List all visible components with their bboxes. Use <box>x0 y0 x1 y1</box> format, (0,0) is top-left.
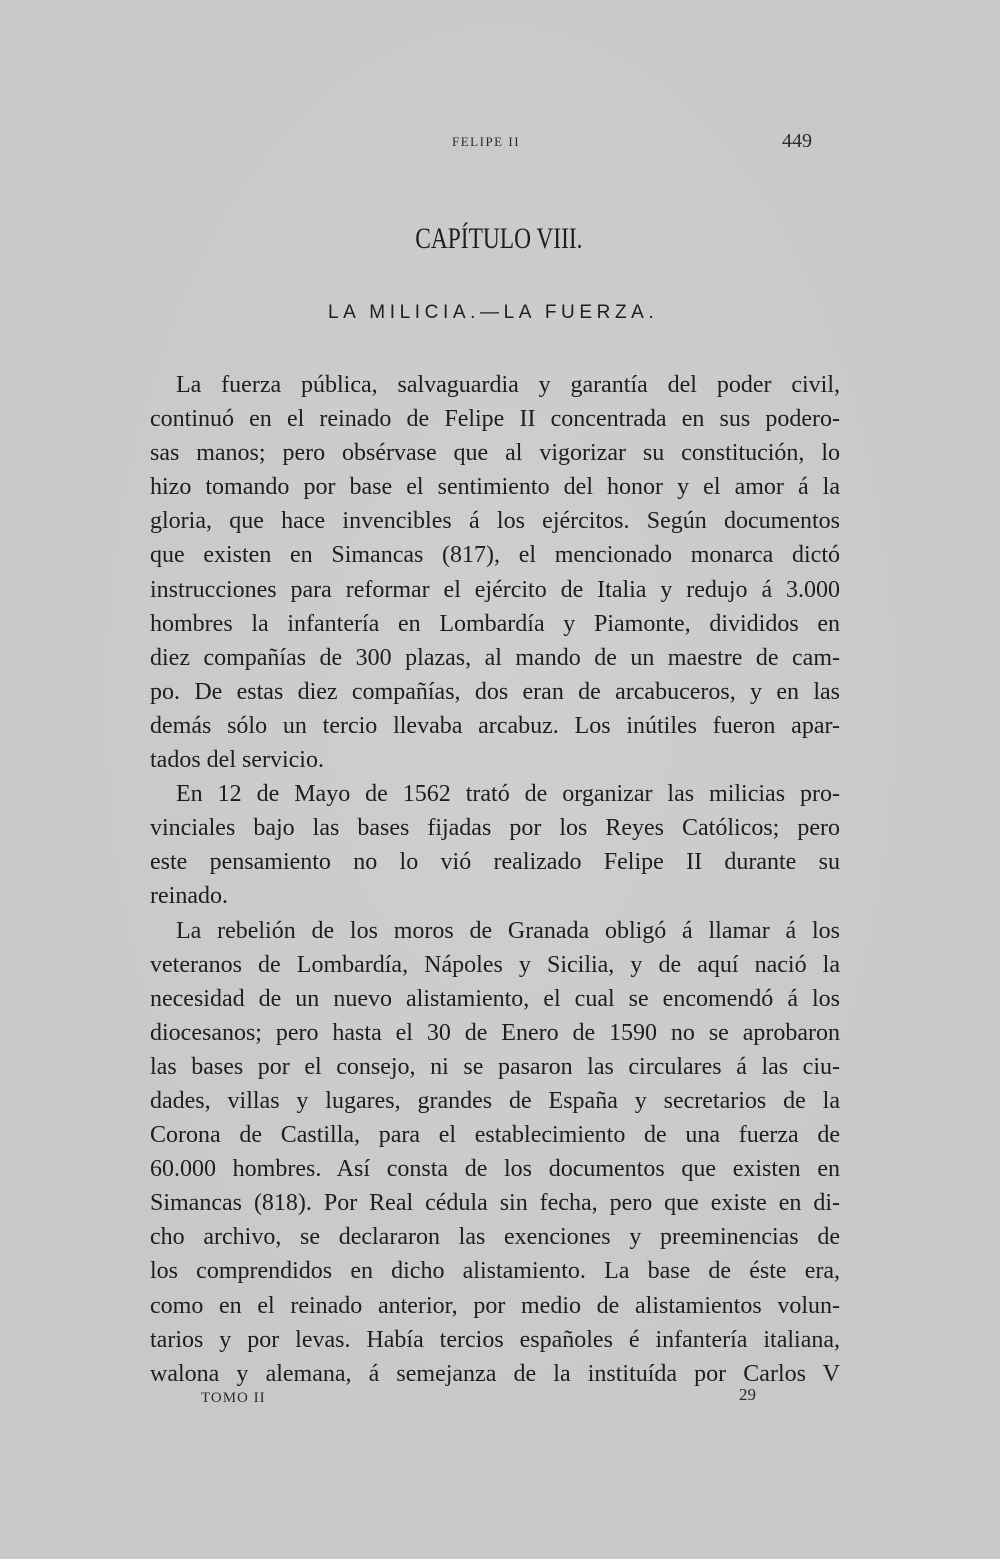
text-line: La fuerza pública, salvaguardia y garantía del poder civil, <box>176 372 840 398</box>
text-line: En 12 de Mayo de 1562 trató de organizar las milicias pro- <box>176 781 840 808</box>
text-line: los comprendidos en dicho alistamiento. La base de éste era, <box>150 1258 840 1285</box>
text-line: como en el reinado anterior, por medio de alistamientos volun- <box>150 1292 840 1319</box>
text-line: diocesanos; pero hasta el 30 de Enero de 1590 no se aprobaron <box>150 1019 840 1046</box>
text-line: tados del servicio. <box>150 747 324 774</box>
running-title: FELIPE II <box>452 134 521 149</box>
text-line: tarios y por levas. Había tercios españoles é infantería italiana, <box>150 1326 840 1353</box>
page-number: 449 <box>782 130 812 152</box>
text-line: Simancas (818). Por Real cédula sin fecha, pero que existe en di- <box>150 1190 840 1217</box>
text-line: continuó en el reinado de Felipe II concentrada en sus podero- <box>150 406 840 433</box>
text-line: demás sólo un tercio llevaba arcabuz. Los inútiles fueron apar- <box>150 712 840 739</box>
text-line: cho archivo, se declararon las exenciones y preeminencias de <box>150 1224 840 1251</box>
text-line: este pensamiento no lo vió realizado Felipe II durante su <box>150 849 840 876</box>
text-line: vinciales bajo las bases fijadas por los Reyes Católicos; pero <box>150 815 840 842</box>
text-line: hizo tomando por base el sentimiento del honor y el amor á la <box>150 474 840 501</box>
text-line: reinado. <box>150 883 228 910</box>
section-title: LA MILICIA.—LA FUERZA. <box>328 302 659 323</box>
text-line: gloria, que hace invencibles á los ejércitos. Según documentos <box>150 508 840 535</box>
text-line: las bases por el consejo, ni se pasaron las circulares á las ciu- <box>150 1053 840 1080</box>
signature-mark: 29 <box>739 1385 756 1404</box>
text-line: po. De estas diez compañías, dos eran de arcabuceros, y en las <box>150 678 840 705</box>
chapter-title: CAPÍTULO VIII. <box>415 222 583 255</box>
text-line: necesidad de un nuevo alistamiento, el cual se encomendó á los <box>150 985 840 1012</box>
text-line: La rebelión de los moros de Granada obligó á llamar á los <box>176 917 840 944</box>
text-line: instrucciones para reformar el ejército de Italia y redujo á 3.000 <box>150 576 840 603</box>
text-line: que existen en Simancas (817), el mencionado monarca dictó <box>150 542 840 569</box>
text-line: sas manos; pero obsérvase que al vigorizar su constitución, lo <box>150 440 840 467</box>
body-text <box>150 368 840 1391</box>
page-footer <box>0 1385 1000 1414</box>
text-line: veteranos de Lombardía, Nápoles y Sicilia, y de aquí nació la <box>150 951 840 978</box>
volume-label: TOMO II <box>201 1390 266 1406</box>
text-line: dades, villas y lugares, grandes de España y secretarios de la <box>150 1087 840 1114</box>
running-header <box>0 130 1000 156</box>
text-line: diez compañías de 300 plazas, al mando de un maestre de cam- <box>150 644 840 671</box>
text-line: 60.000 hombres. Así consta de los documentos que existen en <box>150 1156 840 1183</box>
text-line: Corona de Castilla, para el establecimiento de una fuerza de <box>150 1122 840 1149</box>
text-line: walona y alemana, á semejanza de la instituída por Carlos V <box>150 1360 840 1387</box>
text-line: hombres la infantería en Lombardía y Piamonte, divididos en <box>150 610 840 637</box>
